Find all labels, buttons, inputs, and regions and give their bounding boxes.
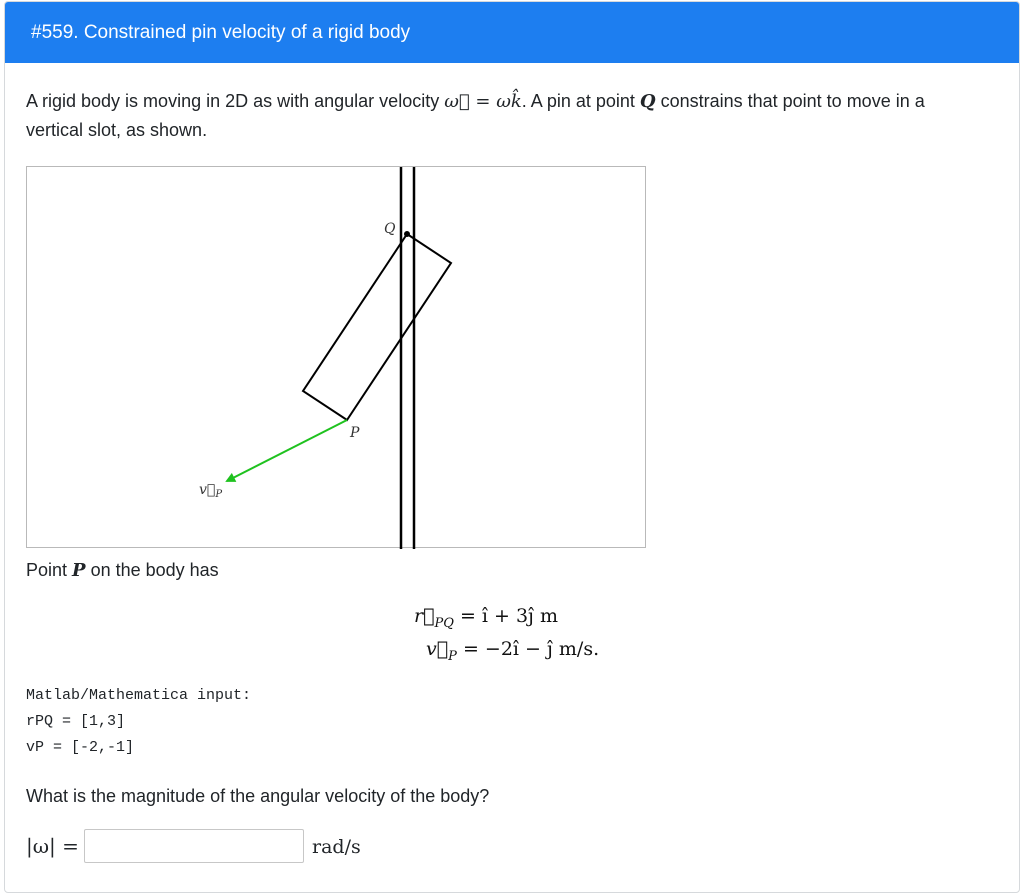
intro-text-before: A rigid body is moving in 2D as with angular velocity — [26, 91, 445, 111]
answer-unit: rad/s — [312, 836, 361, 858]
problem-intro — [26, 87, 986, 145]
point-p-statement — [26, 560, 219, 581]
rigid-body-diagram — [26, 166, 646, 548]
velocity-arrow — [227, 420, 347, 481]
page-title: #559. Constrained pin velocity of a rigid body — [5, 2, 1019, 63]
code-line-vp: vP = [-2,-1] — [26, 739, 135, 756]
label-vp-symbol: v⃗ — [199, 482, 216, 498]
label-q: Q — [384, 221, 396, 237]
intro-text-mid: . A pin at point — [521, 91, 640, 111]
point-q-symbol: Q — [639, 91, 656, 112]
code-block — [26, 683, 251, 761]
rigid-body-rectangle — [303, 234, 451, 420]
vp-subscript: P — [448, 648, 457, 664]
statement-before: Point — [26, 560, 73, 580]
answer-input[interactable] — [84, 829, 304, 863]
point-p-symbol: P — [72, 560, 86, 581]
label-vp-subscript: P — [215, 489, 223, 500]
code-line-rpq: rPQ = [1,3] — [26, 713, 126, 730]
pin-q — [404, 231, 410, 237]
rpq-lhs: r⃗ — [414, 605, 435, 627]
vp-rhs: = −2ı̂ − ȷ̂ m/s. — [462, 638, 600, 660]
answer-label: |ω| = — [26, 834, 79, 858]
diagram-svg — [27, 167, 647, 549]
equation-vp — [426, 638, 599, 664]
code-title: Matlab/Mathematica input: — [26, 687, 252, 704]
rpq-rhs: = ı̂ + 3ȷ̂ m — [459, 605, 559, 627]
intro-text-after: constrains that point to move in a vertical slot, as shown. — [26, 91, 925, 140]
rpq-subscript: PQ — [434, 615, 454, 631]
vp-lhs: v⃗ — [426, 638, 449, 660]
label-vp — [199, 482, 222, 500]
question-text: What is the magnitude of the angular velocity of the body? — [26, 786, 490, 806]
statement-after: on the body has — [85, 560, 219, 580]
omega-equation: ω⃗ = ωk̂ — [444, 91, 522, 112]
equation-rpq — [414, 605, 558, 631]
label-p: P — [350, 425, 360, 441]
